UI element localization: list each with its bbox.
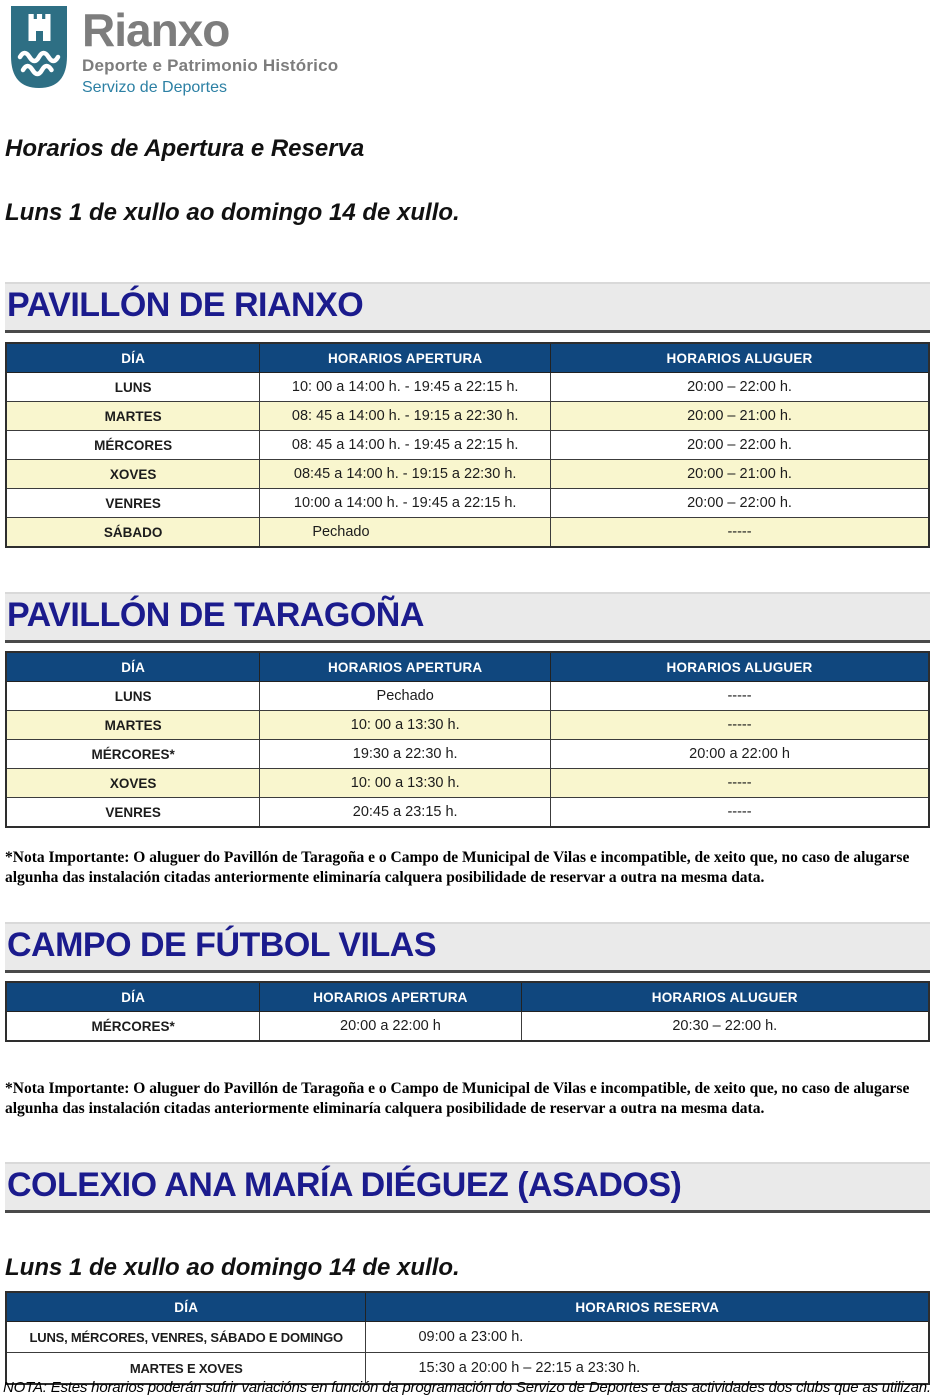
table-row <box>6 682 929 711</box>
schedule-cell: ----- <box>551 711 929 740</box>
schedule-cell: 20:00 a 22:00 h <box>260 1012 521 1042</box>
logo-text <box>82 6 338 97</box>
column-header-apertura: HORARIOS APERTURA <box>260 982 521 1012</box>
schedule-cell: ----- <box>551 682 929 711</box>
schedule-cell: ----- <box>551 769 929 798</box>
day-cell: LUNS <box>6 373 260 402</box>
section-header-vilas <box>5 922 930 973</box>
day-cell: MÉRCORES <box>6 431 260 460</box>
schedule-cell: Pechado <box>260 682 551 711</box>
logo-title: Rianxo <box>82 4 230 56</box>
schedule-cell: 08:45 a 14:00 h. - 19:15 a 22:30 h. <box>260 460 551 489</box>
schedule-cell: 10: 00 a 13:30 h. <box>260 769 551 798</box>
column-header-aluguer: HORARIOS ALUGUER <box>551 652 929 682</box>
table-row <box>6 402 929 431</box>
table-header-row <box>6 1292 929 1322</box>
table-row <box>6 1322 929 1353</box>
logo-department: Deporte e Patrimonio Histórico <box>82 56 339 75</box>
section-title: COLEXIO ANA MARÍA DIÉGUEZ (ASADOS) <box>7 1166 682 1204</box>
schedule-cell: 20:30 – 22:00 h. <box>521 1012 929 1042</box>
column-header-aluguer: HORARIOS ALUGUER <box>551 343 929 373</box>
schedule-cell: 20:00 – 22:00 h. <box>551 489 929 518</box>
section-header-rianxo <box>5 282 930 333</box>
column-header-aluguer: HORARIOS ALUGUER <box>521 982 929 1012</box>
schedule-cell: 08: 45 a 14:00 h. - 19:15 a 22:30 h. <box>260 402 551 431</box>
schedule-table-vilas <box>5 981 930 1042</box>
section-header-colexio <box>5 1162 930 1213</box>
table-row <box>6 1012 929 1042</box>
schedule-cell: 08: 45 a 14:00 h. - 19:45 a 22:15 h. <box>260 431 551 460</box>
day-cell: MARTES <box>6 402 260 431</box>
day-cell: MARTES <box>6 711 260 740</box>
table-row <box>6 711 929 740</box>
column-header-reserva: HORARIOS RESERVA <box>366 1292 929 1322</box>
day-cell: SÁBADO <box>6 518 260 548</box>
day-cell: XOVES <box>6 769 260 798</box>
table-header-row <box>6 982 929 1012</box>
column-header-apertura: HORARIOS APERTURA <box>260 652 551 682</box>
schedule-cell: 20:00 – 22:00 h. <box>551 373 929 402</box>
schedule-cell: 20:00 – 21:00 h. <box>551 402 929 431</box>
schedule-table-colexio <box>5 1291 930 1385</box>
schedule-cell: ----- <box>551 798 929 828</box>
table-row <box>6 489 929 518</box>
day-cell: MÉRCORES* <box>6 740 260 769</box>
schedule-cell: 09:00 a 23:00 h. <box>366 1322 929 1353</box>
table-header-row <box>6 343 929 373</box>
table-row <box>6 798 929 828</box>
table-header-row <box>6 652 929 682</box>
footer-note: NOTA: Estes horarios poderán sufrir variacións en función da programación do Servizo de Deportes e das actividades dos clubs que as utilizan. <box>3 1379 931 1396</box>
day-cell: VENRES <box>6 798 260 828</box>
schedule-cell: 10: 00 a 13:30 h. <box>260 711 551 740</box>
schedule-cell: 20:00 – 22:00 h. <box>551 431 929 460</box>
table-row <box>6 373 929 402</box>
schedule-cell: 10:00 a 14:00 h. - 19:45 a 22:15 h. <box>260 489 551 518</box>
schedule-cell: ----- <box>551 518 929 548</box>
schedule-table-rianxo <box>5 342 930 548</box>
column-header-dia: DÍA <box>6 1292 366 1322</box>
rianxo-crest-icon <box>11 6 67 88</box>
table-row <box>6 769 929 798</box>
schedule-cell: 20:00 a 22:00 h <box>551 740 929 769</box>
column-header-dia: DÍA <box>6 652 260 682</box>
schedule-cell: 19:30 a 22:30 h. <box>260 740 551 769</box>
important-note: *Nota Importante: O aluguer do Pavillón de Taragoña e o Campo de Municipal de Vilas e incompatible, de xeito que, no caso de alugarse algunha das instalación citadas anteriormente eliminaría calquera posibilidade de reservar a outra na mesma data. <box>5 849 910 886</box>
table-row <box>6 431 929 460</box>
section-title: PAVILLÓN DE RIANXO <box>7 286 364 324</box>
section-title: CAMPO DE FÚTBOL VILAS <box>7 926 436 964</box>
page-title: Horarios de Apertura e Reserva <box>5 135 365 162</box>
important-note: *Nota Importante: O aluguer do Pavillón de Taragoña e o Campo de Municipal de Vilas e incompatible, de xeito que, no caso de alugarse algunha das instalación citadas anteriormente eliminaría calquera posibilidade de reservar a outra na mesma data. <box>5 1080 910 1117</box>
schedule-cell: 15:30 a 20:00 h – 22:15 a 23:30 h. <box>366 1353 929 1385</box>
schedule-cell: 20:45 a 23:15 h. <box>260 798 551 828</box>
logo-service: Servizo de Deportes <box>82 79 227 96</box>
table-row <box>6 518 929 548</box>
day-cell: MÉRCORES* <box>6 1012 260 1042</box>
table-row <box>6 740 929 769</box>
section-header-taragona <box>5 592 930 643</box>
logo <box>11 4 930 96</box>
date-range: Luns 1 de xullo ao domingo 14 de xullo. <box>5 1254 460 1281</box>
schedule-table-taragona <box>5 651 930 828</box>
table-row <box>6 460 929 489</box>
column-header-dia: DÍA <box>6 343 260 373</box>
section-title: PAVILLÓN DE TARAGOÑA <box>7 596 424 634</box>
document-page <box>5 6 930 1385</box>
day-cell: LUNS <box>6 682 260 711</box>
day-cell: VENRES <box>6 489 260 518</box>
column-header-apertura: HORARIOS APERTURA <box>260 343 551 373</box>
day-cell: MARTES E XOVES <box>6 1353 366 1385</box>
schedule-cell: 10: 00 a 14:00 h. - 19:45 a 22:15 h. <box>260 373 551 402</box>
schedule-cell: Pechado <box>260 518 551 548</box>
schedule-cell: 20:00 – 21:00 h. <box>551 460 929 489</box>
column-header-dia: DÍA <box>6 982 260 1012</box>
day-cell: XOVES <box>6 460 260 489</box>
day-cell: LUNS, MÉRCORES, VENRES, SÁBADO E DOMINGO <box>6 1322 366 1353</box>
date-range: Luns 1 de xullo ao domingo 14 de xullo. <box>5 199 460 226</box>
